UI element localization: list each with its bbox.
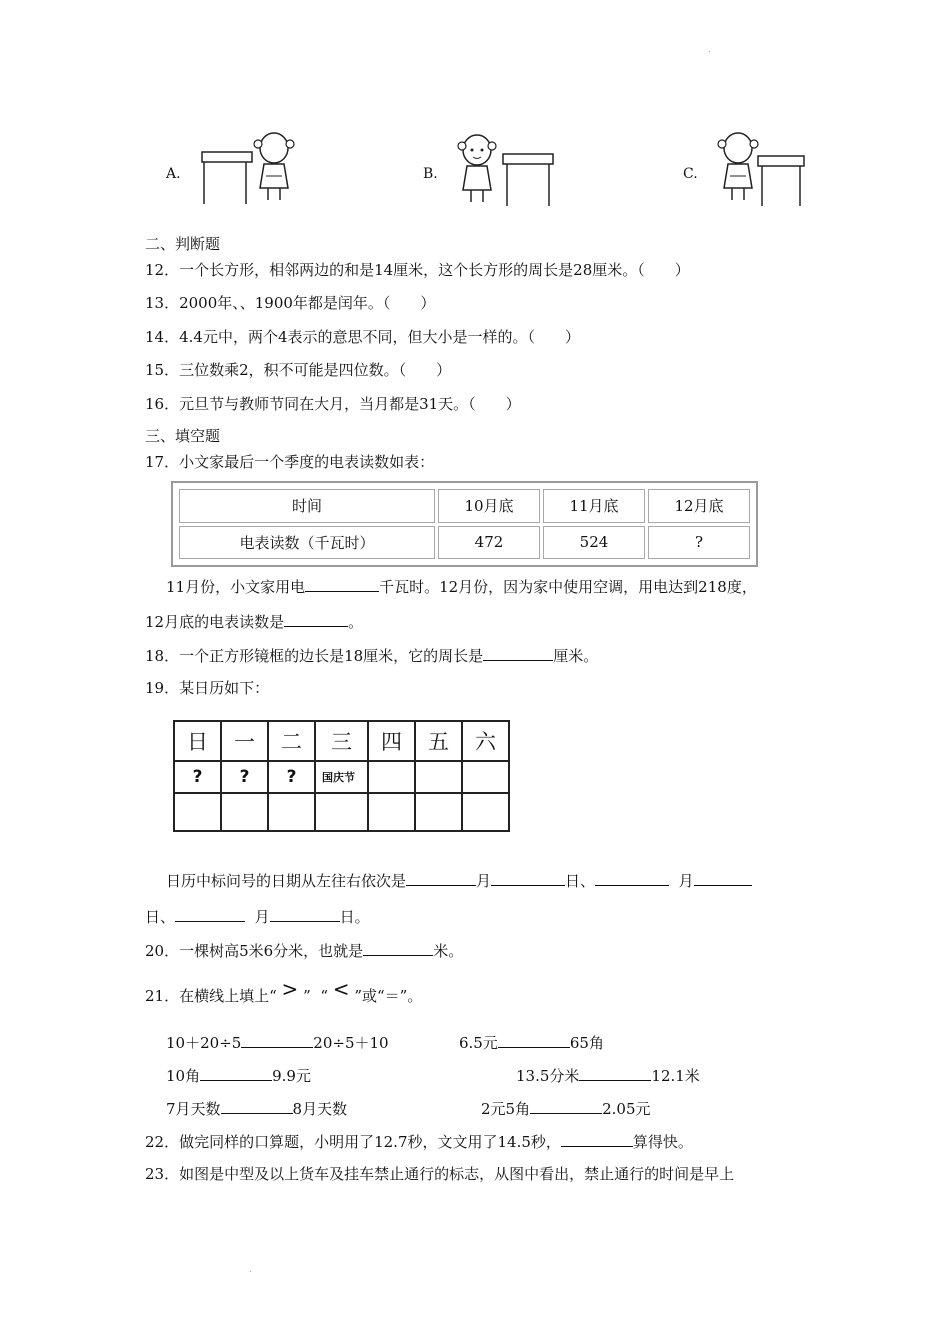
option-c-label[interactable]: C. (683, 166, 698, 182)
compare-item-6 (481, 1098, 651, 1119)
compare-item-5 (166, 1098, 347, 1119)
question-18 (145, 645, 598, 666)
header-mark: ﹒ (705, 45, 715, 55)
q18-text: 18．一个正方形镜框的边长是18厘米，它的周长是 (145, 647, 484, 665)
question-17-line-2 (145, 611, 363, 632)
table-row-label: 电表读数（千瓦时） (179, 526, 435, 560)
question-23: 23．如图是中型及以上货车及挂车禁止通行的标志，从图中看出，禁止通行的时间是早上 (145, 1165, 735, 1183)
q19-text: 日、 (565, 872, 596, 890)
answer-blank[interactable] (221, 1098, 293, 1114)
question-21 (145, 977, 423, 1006)
calendar-question-mark: ? (174, 761, 221, 793)
answer-blank[interactable] (175, 906, 245, 922)
calendar-question-mark: ? (268, 761, 315, 793)
answer-blank[interactable] (579, 1065, 651, 1081)
compare-left: 13.5分米 (516, 1067, 580, 1085)
calendar-weekday: 日 (174, 721, 221, 761)
section-2-title: 二、判断题 (145, 235, 221, 253)
answer-blank[interactable] (270, 906, 340, 922)
table-header: 时间 (179, 489, 435, 523)
q17-text: 12月底的电表读数是 (145, 613, 285, 631)
q17-text: 11月份，小文家用电 (166, 578, 306, 596)
q19-text: 日。 (339, 908, 370, 926)
calendar-cell (462, 761, 509, 793)
option-a-image (196, 128, 306, 210)
question-16: 16．元旦节与教师节同在大月，当月都是31天。（ ） (145, 395, 521, 413)
q22-text: 算得快。 (632, 1133, 693, 1151)
table-header: 12月底 (648, 489, 750, 523)
q19-text: 月 (254, 908, 270, 926)
compare-right: 12.1米 (651, 1067, 700, 1085)
compare-item-4 (516, 1065, 700, 1086)
compare-right: 8月天数 (292, 1100, 348, 1118)
q17-text: 。 (348, 613, 364, 631)
compare-item-2 (459, 1032, 604, 1053)
calendar-weekday: 一 (221, 721, 268, 761)
calendar-weekday: 六 (462, 721, 509, 761)
compare-left: 10角 (166, 1067, 201, 1085)
answer-blank[interactable] (595, 870, 669, 886)
question-22 (145, 1131, 693, 1152)
q21-text: ”或“＝”。 (354, 987, 423, 1005)
option-b-image (455, 128, 565, 210)
question-13: 13．2000年、、1900年都是闰年。（ ） (145, 294, 436, 312)
answer-blank[interactable] (483, 645, 553, 661)
q19-text: 日历中标问号的日期从左往右依次是 (166, 872, 407, 890)
answer-blank[interactable] (498, 1032, 570, 1048)
q19-text: 日、 (145, 908, 176, 926)
q18-text: 厘米。 (553, 647, 599, 665)
q19-text: 月 (678, 872, 694, 890)
answer-blank[interactable] (305, 576, 379, 592)
answer-blank[interactable] (363, 940, 433, 956)
calendar-question-mark: ? (221, 761, 268, 793)
calendar-cell (268, 793, 315, 831)
answer-blank[interactable] (406, 870, 476, 886)
table-header: 11月底 (543, 489, 645, 523)
section-3-title: 三、填空题 (145, 427, 221, 445)
option-b-label[interactable]: B. (423, 166, 438, 182)
calendar-weekday: 三 (315, 721, 368, 761)
compare-right: 2.05元 (602, 1100, 651, 1118)
less-than-sign: < (332, 977, 350, 1001)
calendar-weekday: 二 (268, 721, 315, 761)
compare-left: 10＋20÷5 (166, 1034, 242, 1052)
answer-blank[interactable] (491, 870, 565, 886)
calendar-weekday: 四 (368, 721, 415, 761)
greater-than-sign: > (281, 977, 299, 1001)
answer-blank[interactable] (284, 611, 348, 627)
compare-left: 2元5角 (481, 1100, 531, 1118)
q17-text: 千瓦时。12月份，因为家中使用空调，用电达到218度， (379, 578, 757, 596)
calendar-cell (462, 793, 509, 831)
calendar-cell (174, 793, 221, 831)
calendar-cell (415, 761, 462, 793)
question-19-answer-line-2 (145, 906, 370, 927)
answer-blank[interactable] (200, 1065, 272, 1081)
answer-blank[interactable] (561, 1131, 633, 1147)
question-14: 14．4.4元中，两个4表示的意思不同，但大小是一样的。（ ） (145, 328, 580, 346)
question-17: 17．小文家最后一个季度的电表读数如表： (145, 453, 435, 471)
q19-text: 月 (476, 872, 492, 890)
calendar-cell (221, 793, 268, 831)
meter-reading-table (171, 481, 758, 567)
compare-left: 6.5元 (459, 1034, 498, 1052)
q20-text: 20．一棵树高5米6分米，也就是 (145, 942, 364, 960)
footer-mark: ﹒ (246, 1265, 256, 1275)
question-15: 15．三位数乘2，积不可能是四位数。（ ） (145, 361, 452, 379)
calendar-cell (368, 761, 415, 793)
table-cell: 524 (543, 526, 645, 560)
question-17-line-1 (166, 576, 757, 597)
compare-left: 7月天数 (166, 1100, 221, 1118)
q21-text: 21．在横线上填上 (145, 987, 270, 1005)
answer-blank[interactable] (694, 870, 752, 886)
calendar-cell (315, 793, 368, 831)
calendar-cell (415, 793, 462, 831)
option-a-label[interactable]: A. (166, 166, 181, 182)
compare-right: 20÷5＋10 (313, 1034, 389, 1052)
option-c-image (712, 128, 812, 210)
q21-text: ” (303, 987, 311, 1005)
question-20 (145, 940, 463, 961)
answer-blank[interactable] (530, 1098, 602, 1114)
q21-text: “ (320, 987, 328, 1005)
compare-item-1 (166, 1032, 389, 1053)
calendar-weekday: 五 (415, 721, 462, 761)
q22-text: 22．做完同样的口算题，小明用了12.7秒，文文用了14.5秒， (145, 1133, 561, 1151)
table-cell: 472 (438, 526, 540, 560)
calendar-cell (368, 793, 415, 831)
question-19-answer-line-1 (166, 870, 752, 891)
answer-blank[interactable] (241, 1032, 313, 1048)
q20-text: 米。 (433, 942, 464, 960)
compare-right: 9.9元 (272, 1067, 311, 1085)
q21-text: “ (269, 987, 277, 1005)
table-header: 10月底 (438, 489, 540, 523)
question-12: 12．一个长方形，相邻两边的和是14厘米，这个长方形的周长是28厘米。（ ） (145, 261, 690, 279)
compare-item-3 (166, 1065, 311, 1086)
table-cell: ? (648, 526, 750, 560)
question-19: 19．某日历如下： (145, 679, 270, 697)
compare-right: 65角 (569, 1034, 604, 1052)
calendar-table (173, 720, 510, 832)
calendar-holiday: 国庆节 (315, 761, 368, 793)
